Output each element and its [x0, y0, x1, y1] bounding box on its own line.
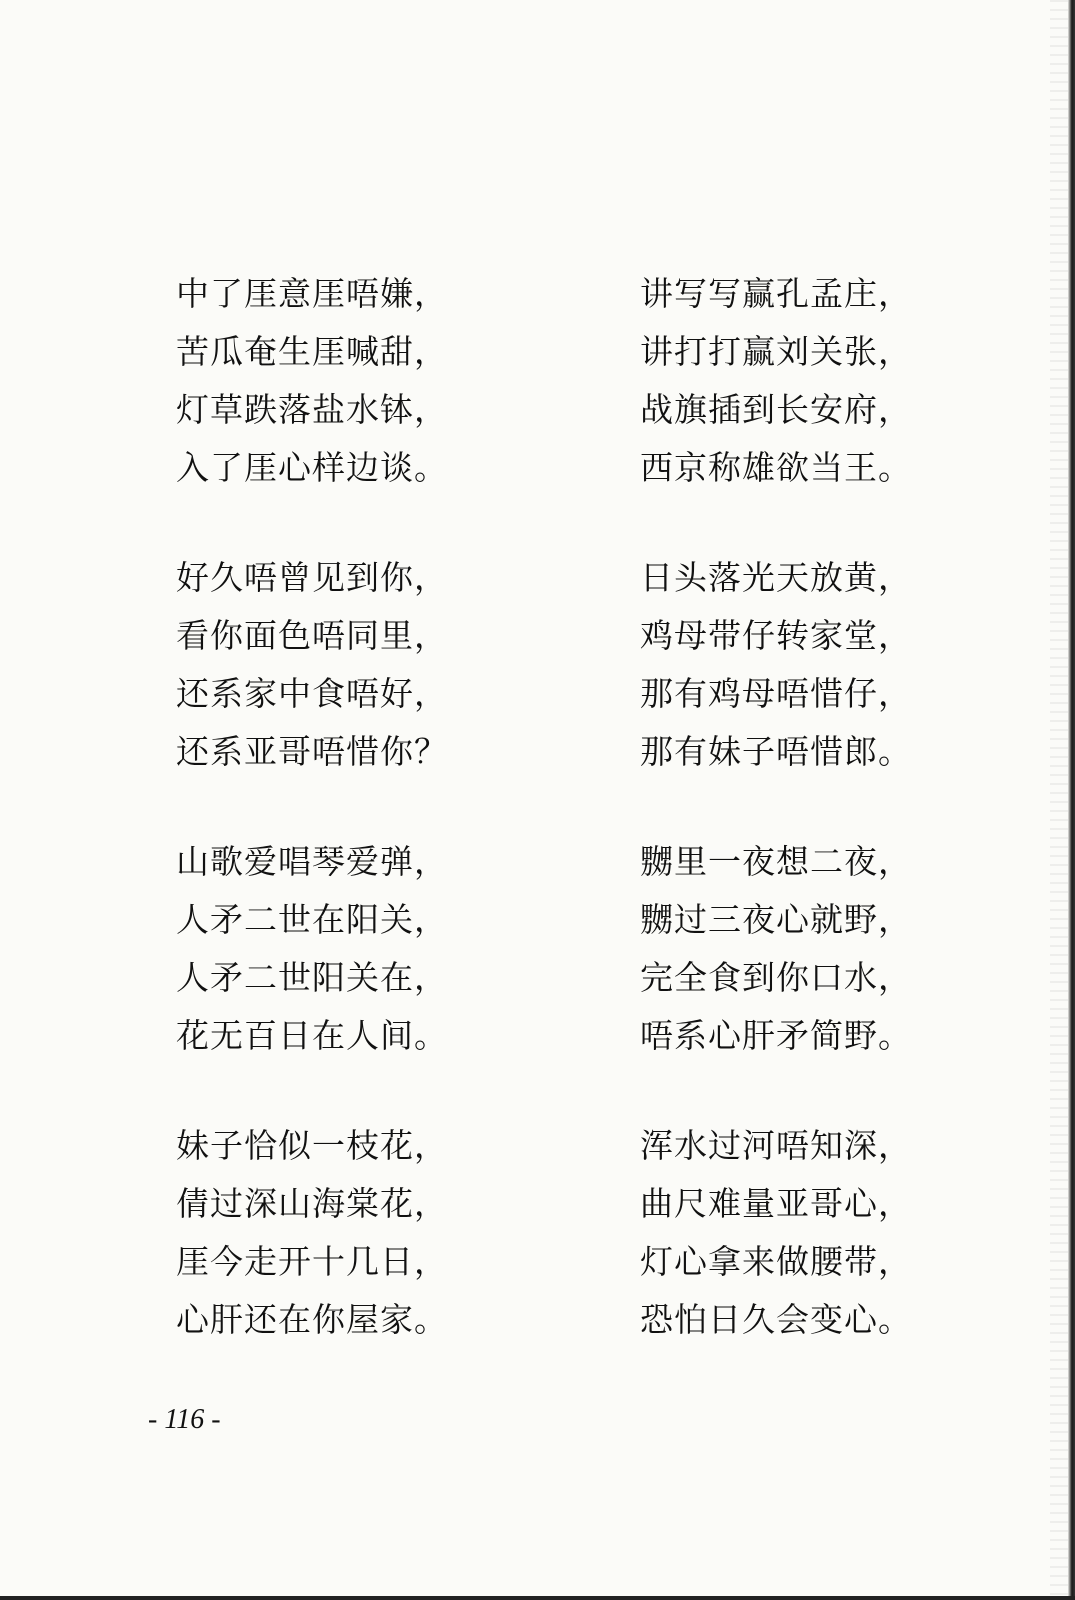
stanza — [640, 265, 970, 497]
verse-line: 入了厓心样边谈。 — [176, 448, 448, 487]
verse-line: 人矛二世在阳关， — [176, 900, 448, 939]
verse-line: 鸡母带仔转家堂， — [640, 616, 912, 655]
verse-line: 中了厓意厓唔嫌， — [176, 274, 448, 313]
verse-line: 曲尺难量亚哥心， — [640, 1184, 912, 1223]
verse-line: 妹子恰似一枝花， — [176, 1126, 448, 1165]
page-edge-shadow — [1068, 0, 1075, 1600]
verse-line: 讲打打赢刘关张， — [640, 332, 912, 371]
stanza — [176, 1117, 506, 1349]
verse-line: 人矛二世阳关在， — [176, 958, 448, 997]
verse-line: 厓今走开十几日， — [176, 1242, 448, 1281]
verse-line: 嬲过三夜心就野， — [640, 900, 912, 939]
verse-line: 恐怕日久会变心。 — [640, 1300, 912, 1339]
verse-line: 浑水过河唔知深， — [640, 1126, 912, 1165]
page-bottom-edge — [0, 1596, 1075, 1600]
verse-line: 日头落光天放黄， — [640, 558, 912, 597]
stanza — [640, 1117, 970, 1349]
verse-line: 好久唔曾见到你， — [176, 558, 448, 597]
verse-line: 战旗插到长安府， — [640, 390, 912, 429]
verse-line: 看你面色唔同里， — [176, 616, 448, 655]
verse-line: 苦瓜奄生厓喊甜， — [176, 332, 448, 371]
stanza — [176, 833, 506, 1065]
verse-line: 完全食到你口水， — [640, 958, 912, 997]
stanza — [176, 549, 506, 781]
verse-line: 还系家中食唔好， — [176, 674, 448, 713]
verse-line: 心肝还在你屋家。 — [176, 1300, 448, 1339]
verse-line: 西京称雄欲当王。 — [640, 448, 912, 487]
stanza — [640, 833, 970, 1065]
verse-line: 那有鸡母唔惜仔， — [640, 674, 912, 713]
verse-line: 嬲里一夜想二夜， — [640, 842, 912, 881]
verse-line: 讲写写赢孔孟庄， — [640, 274, 912, 313]
verse-line: 灯草跌落盐水钵， — [176, 390, 448, 429]
verse-line: 倩过深山海棠花， — [176, 1184, 448, 1223]
verse-line: 花无百日在人间。 — [176, 1016, 448, 1055]
page-number: - 116 - — [148, 1404, 221, 1435]
verse-line: 唔系心肝矛简野。 — [640, 1016, 912, 1055]
verse-line: 灯心拿来做腰带， — [640, 1242, 912, 1281]
verse-line: 还系亚哥唔惜你？ — [176, 732, 448, 771]
verse-line: 那有妹子唔惜郎。 — [640, 732, 912, 771]
verse-line: 山歌爱唱琴爱弹， — [176, 842, 448, 881]
stanza — [176, 265, 506, 497]
stanza — [640, 549, 970, 781]
